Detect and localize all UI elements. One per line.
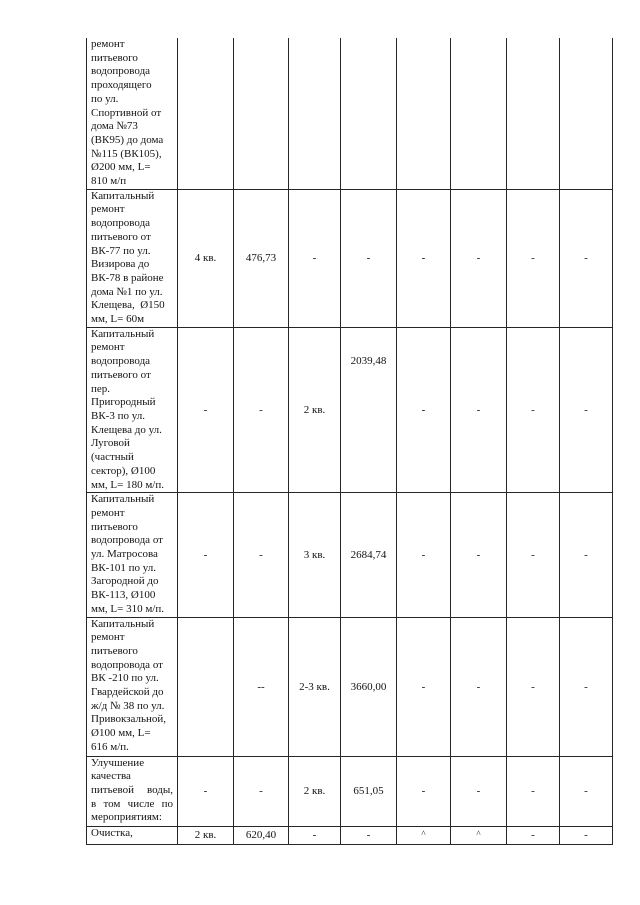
period4-quarter-cell: - [507, 826, 560, 844]
period1-quarter-cell: 4 кв. [178, 189, 234, 327]
period2-amount-cell [341, 38, 397, 189]
period2-amount-cell: - [341, 826, 397, 844]
period4-quarter-cell: - [507, 756, 560, 826]
period4-quarter-cell: - [507, 493, 560, 617]
period1-amount-cell: - [234, 493, 289, 617]
period3-amount-cell: - [451, 493, 507, 617]
period2-quarter-cell [289, 38, 341, 189]
period1-quarter-cell [178, 617, 234, 756]
period3-quarter-cell [397, 38, 451, 189]
period1-amount-cell: 620,40 [234, 826, 289, 844]
period4-amount-cell: - [560, 826, 613, 844]
period2-amount-cell: 3660,00 [341, 617, 397, 756]
period4-amount-cell [560, 38, 613, 189]
table-row [87, 756, 613, 826]
period2-quarter-cell: 2 кв. [289, 327, 341, 492]
table-row [87, 189, 613, 327]
period4-amount-cell: - [560, 617, 613, 756]
period3-amount-cell: ^ [451, 826, 507, 844]
table-row [87, 493, 613, 617]
period4-amount-cell: - [560, 327, 613, 492]
period2-amount-cell: 2039,48 [341, 327, 397, 492]
period1-quarter-cell: 2 кв. [178, 826, 234, 844]
description-cell: Очистка, [87, 826, 178, 844]
period3-amount-cell: - [451, 189, 507, 327]
period1-amount-cell: - [234, 327, 289, 492]
description-cell: Капитальный ремонт водопровода питьевого от пер. Пригородный ВК-3 по ул. Клещева до ул. Луговой (частный сектор), Ø100 мм, L= 180 м/п. [87, 327, 178, 492]
period1-quarter-cell: - [178, 327, 234, 492]
description-cell: Улучшение качества питьевой воды, в том числе по мероприятиям: [87, 756, 178, 826]
period1-amount-cell: 476,73 [234, 189, 289, 327]
period3-quarter-cell: - [397, 189, 451, 327]
period3-amount-cell [451, 38, 507, 189]
period3-quarter-cell: - [397, 617, 451, 756]
works-table [86, 38, 613, 845]
period4-quarter-cell: - [507, 327, 560, 492]
period1-amount-cell [234, 38, 289, 189]
period2-quarter-cell: - [289, 826, 341, 844]
period2-amount-cell: 2684,74 [341, 493, 397, 617]
period2-quarter-cell: 2 кв. [289, 756, 341, 826]
description-cell: ремонт питьевого водопровода проходящего по ул. Спортивной от дома №73 (ВК95) до дома №115 (ВК105), Ø200 мм, L= 810 м/п [87, 38, 178, 189]
period1-quarter-cell [178, 38, 234, 189]
period4-amount-cell: - [560, 493, 613, 617]
period3-amount-cell: - [451, 617, 507, 756]
table-row [87, 617, 613, 756]
period3-quarter-cell: - [397, 756, 451, 826]
table-row [87, 38, 613, 189]
period2-amount-cell: 651,05 [341, 756, 397, 826]
period2-amount-cell: - [341, 189, 397, 327]
description-cell: Капитальный ремонт питьевого водопровода от ул. Матросова ВК-101 по ул. Загородной до ВК-113, Ø100 мм, L= 310 м/п. [87, 493, 178, 617]
period3-amount-cell: - [451, 756, 507, 826]
period4-amount-cell: - [560, 756, 613, 826]
table-row [87, 826, 613, 844]
period2-quarter-cell: 3 кв. [289, 493, 341, 617]
period3-quarter-cell: - [397, 327, 451, 492]
period4-quarter-cell: - [507, 617, 560, 756]
period3-amount-cell: - [451, 327, 507, 492]
period2-quarter-cell: 2-3 кв. [289, 617, 341, 756]
description-cell: Капитальный ремонт водопровода питьевого от ВК-77 по ул. Визирова до ВК-78 в районе дома №1 по ул. Клещева, Ø150 мм, L= 60м [87, 189, 178, 327]
period4-quarter-cell: - [507, 189, 560, 327]
period1-amount-cell: - [234, 756, 289, 826]
period1-quarter-cell: - [178, 493, 234, 617]
period1-quarter-cell: - [178, 756, 234, 826]
description-cell: Капитальный ремонт питьевого водопровода от ВК -210 по ул. Гвардейской до ж/д № 38 по ул. Привокзальной, Ø100 мм, L= 616 м/п. [87, 617, 178, 756]
period2-quarter-cell: - [289, 189, 341, 327]
period3-quarter-cell: - [397, 493, 451, 617]
table-row [87, 327, 613, 492]
period3-quarter-cell: ^ [397, 826, 451, 844]
period4-amount-cell: - [560, 189, 613, 327]
period1-amount-cell: -- [234, 617, 289, 756]
period4-quarter-cell [507, 38, 560, 189]
